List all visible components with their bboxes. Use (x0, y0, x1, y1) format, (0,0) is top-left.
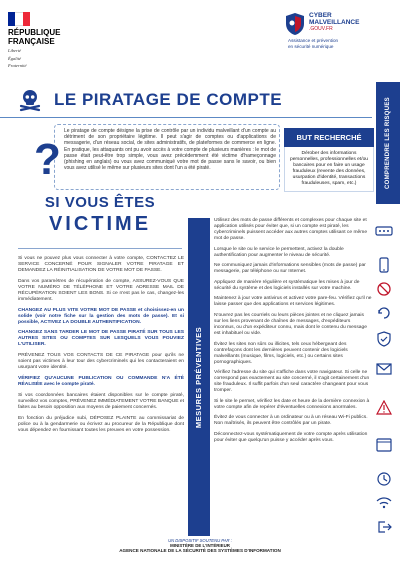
clock-icon (374, 470, 394, 488)
republic-name-line1: RÉPUBLIQUE (8, 28, 61, 37)
footer-supported-by: UN DISPOSITIF SOUTENU PAR : (168, 538, 232, 543)
prevention-item: Évitez les sites non sûrs ou illicites, tels ceux hébergeant des contrefaçons dont les dernières peuvent contenir des logiciels malveillants (musique, films, logiciels, etc.) ou certains sites pornographiques. (214, 341, 348, 365)
victim-step: Dans vos paramètres de récupération de compte, ASSUREZ-VOUS QUE VOTRE NUMÉRO DE TÉLÉPHONE ET VOTRE ADRESSE MAIL DE RÉCUPÉRATION SOIENT LES BONS. Si ce n'est pas le cas, changez-les immédiatement. (18, 278, 184, 302)
prevention-item: Déconnectez-vous systématiquement de votre compte après utilisation pour éviter que quelqu'un puisse y accéder après vous. (214, 431, 368, 443)
victim-heading-line2: VICTIME (48, 213, 152, 235)
no-share-icon (374, 280, 394, 298)
republic-name-line2: FRANÇAISE (8, 37, 55, 46)
victim-heading (18, 194, 182, 236)
victim-heading-line1: SI VOUS ÊTES (44, 194, 156, 211)
prevention-item: N'ouvrez pas les courriels ou leurs pièces jointes et ne cliquez jamais sur les liens provenant de chaînes de messages, d'expéditeurs inconnus, ou d'un expéditeur connu, mais dont le contenu du message est inhabituel ou vide. (214, 312, 367, 336)
goal-box (284, 128, 374, 192)
svg-text:?: ? (34, 135, 61, 182)
side-label-container (376, 82, 400, 204)
motto-egalite: Égalité (8, 55, 21, 61)
prevention-label: MESURES PRÉVENTIVES (194, 326, 204, 428)
victim-divider (18, 248, 182, 249)
mail-icon (374, 360, 394, 378)
victim-step: VÉRIFIEZ QU'AUCUNE PUBLICATION OU COMMANDE N'A ÉTÉ RÉALISÉE avec le compte piraté. (18, 375, 184, 387)
wifi-icon (374, 494, 394, 512)
prevention-item: Évitez de vous connecter à un ordinateur ou à un réseau Wi-Fi publics. Non maîtrisés, ils peuvent être contrôlés par un pirate. (214, 415, 368, 427)
prevention-item: Utilisez des mots de passe différents et complexes pour chaque site et application utilisés pour éviter que, si un compte est piraté, les cybercriminels puissent accéder aux autres comptes utilisant ce même mot de passe. (214, 218, 368, 241)
prevention-item: Appliquez de manière régulière et systématique les mises à jour de sécurité du système et des logiciels installés sur votre machine. (214, 279, 360, 291)
cybermalveillance-logo (284, 12, 394, 49)
prevention-item: Lorsque le site ou le service le permettent, activez la double authentification pour augmenter le niveau de sécurité. (214, 246, 344, 258)
prevention-item: Vérifiez l'adresse du site qui s'affiche dans votre navigateur. Si celle ne correspond pas exactement au site concerné, il s'agit certainement d'un site frauduleux. Il suffit parfois d'un seul caractère changeant pour vous tromper. (214, 370, 370, 394)
victim-step: En fonction du préjudice subi, DÉPOSEZ PLAINTE au commissariat de police ou à la gendarmerie ou écrivez au procureur de la République dont vous dépendez en fournissant toutes les preuves en votre possession. (18, 415, 184, 433)
phone-icon (374, 256, 394, 274)
shield-icon (284, 12, 306, 36)
cm-name-line3: .GOUV.FR (309, 26, 333, 32)
prevention-label-container (188, 218, 210, 536)
update-icon (374, 304, 394, 322)
prevention-list (214, 218, 372, 449)
intro-paragraph: Le piratage de compte désigne la prise de contrôle par un individu malveillant d'un compte au détriment de son propriétaire légitime. Il peut s'agir de comptes ou d'applications de messagerie, d'un réseau social, de sites administratifs, de plateformes de commerce en ligne. En pratique, les attaquants ont pu avoir accès à votre compte de plusieurs manières : le mot de passe était peut-être trop simple, vous avez précédemment été victime d'hameçonnage (phishing en anglais) ou vous avez communiqué votre mot de passe sans le savoir, ou bien vous avez utilisé le même sur plusieurs sites dont l'un a été piraté. (64, 128, 276, 172)
prevention-item: Si le site le permet, vérifiez les date et heure de la dernière connexion à votre compte afin de repérer d'éventuelles connexions anormales. (214, 398, 370, 410)
browser-icon (374, 436, 394, 454)
victim-steps (18, 256, 184, 438)
motto-liberte: Liberté (8, 48, 21, 53)
cm-tagline-2: en sécurité numérique (288, 43, 334, 49)
cm-tagline-1: Assistance et prévention (288, 38, 339, 43)
footer-ministry: MINISTÈRE DE L'INTÉRIEUR (170, 543, 230, 548)
prevention-item: Maintenez à jour votre antivirus et activez votre pare-feu. Vérifiez qu'il ne laisse passer que des applications et services légitimes. (214, 296, 372, 308)
republique-francaise-logo (8, 12, 88, 69)
logout-icon (374, 518, 394, 536)
page-title: LE PIRATAGE DE COMPTE (54, 90, 283, 109)
prevention-item: Ne communiquez jamais d'informations sensibles (mots de passe) par messagerie, par téléphone ou sur Internet. (214, 263, 366, 275)
cm-name-line1: CYBER (309, 12, 332, 19)
cm-name-line2: MALVEILLANCE (309, 19, 360, 26)
password-icon (374, 222, 394, 240)
goal-heading: BUT RECHERCHÉ (284, 128, 374, 147)
victim-step: PRÉVENEZ TOUS VOS CONTACTS DE CE PIRATAGE pour qu'ils ne soient pas victimes à leur tour des cybercriminels qui les contacteraient en usurpant votre identité. (18, 353, 184, 371)
french-flag-icon (8, 12, 30, 26)
footer (0, 538, 400, 553)
victim-step: Si vous ne pouvez plus vous connecter à votre compte, CONTACTEZ LE SERVICE CONCERNÉ POUR SIGNALER VOTRE PIRATAGE ET DEMANDEZ LA RÉINITIALISATION DE VOTRE MOT DE PASSE. (18, 256, 184, 273)
victim-step: CHANGEZ AU PLUS VITE VOTRE MOT DE PASSE et choisissez-en un solide (voir notre fiche sur la gestion des mots de passe). Et si possible, ACTIVEZ LA DOUBLE AUTHENTIFICATION. (18, 307, 184, 325)
goal-text: Dérober des informations personnelles, professionnelles et/ou bancaires pour en faire un usage frauduleux (revente des données, usurpation d'identité, transactions frauduleuses, spam, etc.) (284, 147, 374, 192)
victim-step: CHANGEZ SANS TARDER LE MOT DE PASSE PIRATÉ SUR TOUS LES AUTRES SITES OU COMPTES SUR LESQUELS VOUS POUVIEZ L'UTILISER. (18, 330, 184, 348)
motto-fraternite: Fraternité (8, 63, 27, 68)
side-label: COMPRENDRE LES RISQUES (385, 97, 392, 189)
victim-step: Si vos coordonnées bancaires étaient disponibles sur le compte piraté, surveillez vos comptes, PRÉVENEZ IMMÉDIATEMENT VOTRE BANQUE et faites au besoin opposition aux moyens de paiement concernés. (18, 392, 184, 410)
warning-icon (374, 398, 394, 416)
skull-crossbones-icon (18, 88, 42, 112)
footer-anssi: AGENCE NATIONALE DE LA SÉCURITÉ DES SYSTÈMES D'INFORMATION (119, 548, 281, 553)
antivirus-icon (374, 330, 394, 348)
